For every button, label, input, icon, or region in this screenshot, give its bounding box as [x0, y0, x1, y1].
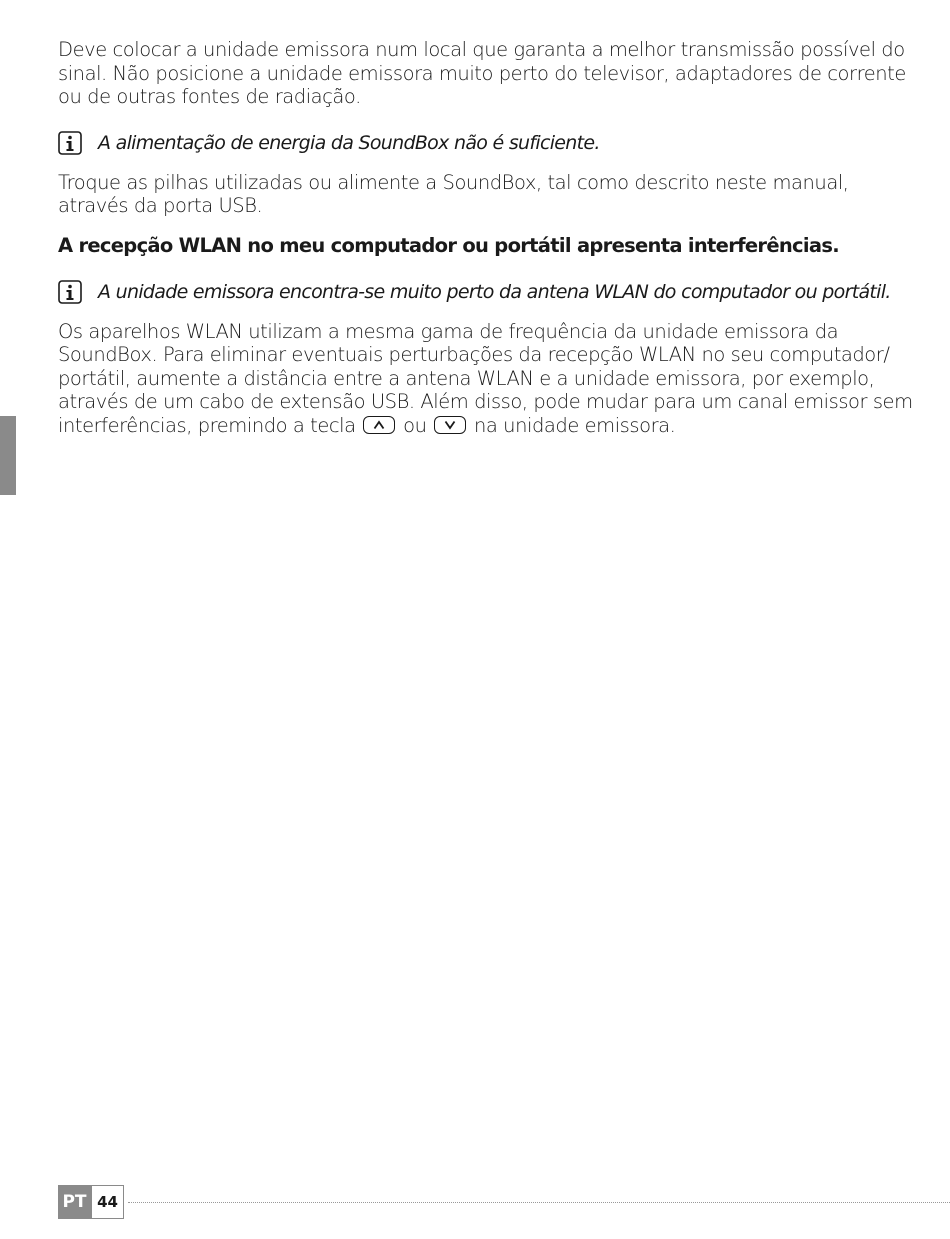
power-note	[58, 131, 918, 155]
down-arrow-key-icon	[434, 416, 466, 434]
up-arrow-key-icon	[363, 416, 395, 434]
power-note-text: A alimentação de energia da SoundBox não é suficiente.	[98, 131, 600, 154]
language-badge: PT	[58, 1185, 91, 1219]
wlan-paragraph-part2: na unidade emissora.	[474, 413, 676, 437]
placement-paragraph: Deve colocar a unidade emissora num local que garanta a melhor transmissão possível do sinal. Não posicione a unidade emissora muito perto do televisor, adaptadores de corrente ou de outras fontes de radiação.	[58, 38, 906, 108]
page-number: 44	[91, 1185, 124, 1219]
antenna-note-text: A unidade emissora encontra-se muito perto da antena WLAN do computador ou portátil.	[98, 280, 891, 303]
info-icon	[58, 280, 82, 304]
footer-dotted-rule	[128, 1202, 950, 1203]
side-section-tab	[0, 416, 16, 495]
page-footer	[58, 1185, 950, 1219]
wlan-paragraph-part1: Os aparelhos WLAN utilizam a mesma gama de frequência da unidade emissora da SoundBox. Para eliminar eventuais perturbações da recepção WLAN no seu computador/ portátil, aumente a distância entre a antena WLAN e a unidade emissora, por exemplo, através de um cabo de extensão USB. Além disso, pode mudar para um canal emissor sem interferências, premindo a tecla	[58, 319, 913, 437]
info-icon	[58, 131, 82, 155]
page-content	[58, 38, 918, 437]
wlan-heading: A recepção WLAN no meu computador ou portátil apresenta interferências.	[58, 233, 839, 257]
wlan-paragraph-or: ou	[403, 413, 427, 437]
wlan-paragraph	[58, 320, 918, 438]
antenna-note	[58, 280, 918, 304]
batteries-paragraph: Troque as pilhas utilizadas ou alimente a SoundBox, tal como descrito neste manual, através da porta USB.	[58, 170, 849, 217]
